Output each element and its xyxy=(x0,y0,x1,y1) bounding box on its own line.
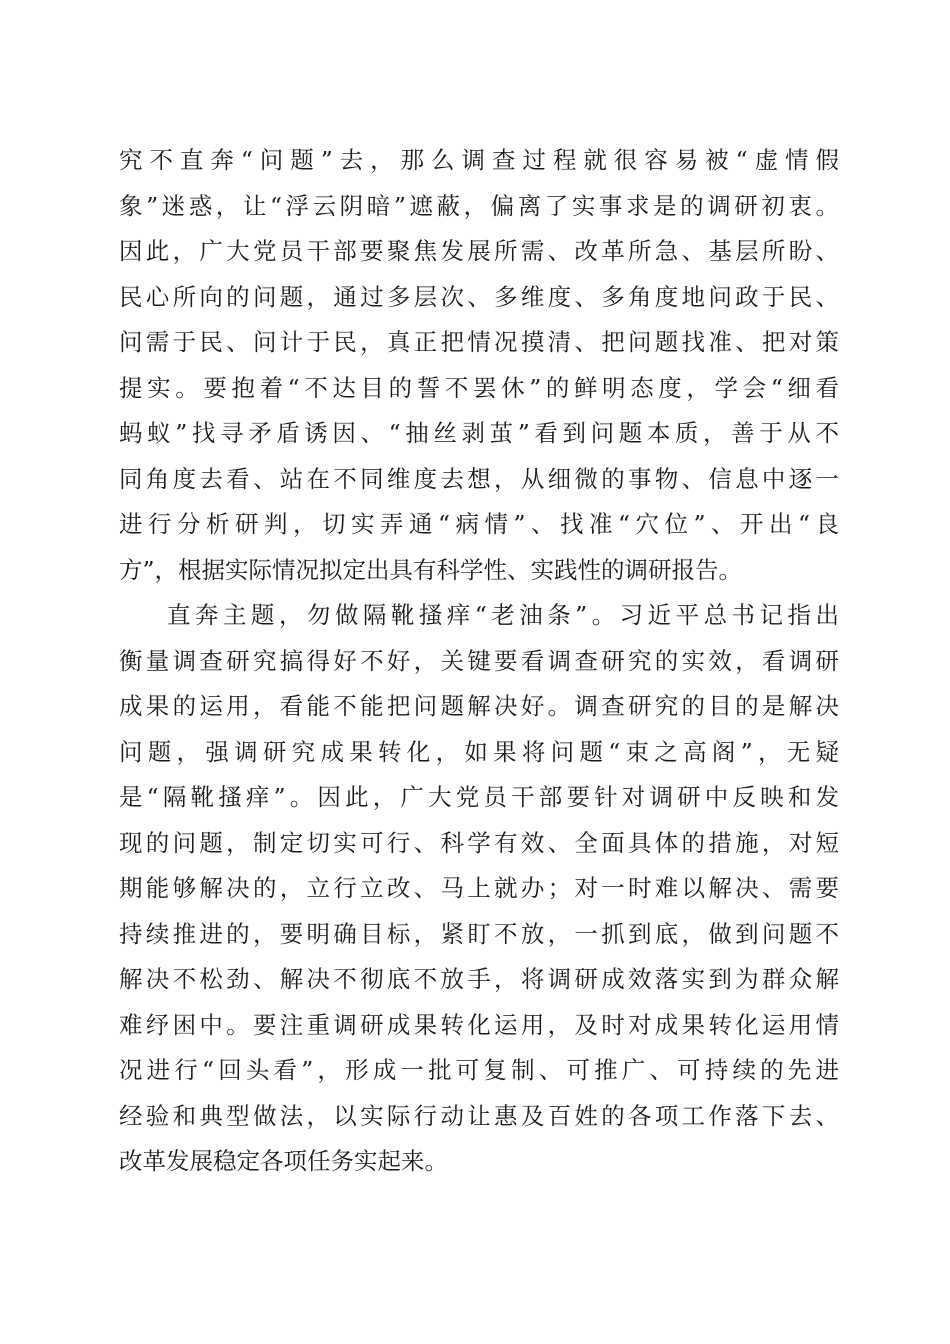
paragraph-1 xyxy=(119,138,839,593)
text-line: 方”，根据实际情况拟定出具有科学性、实践性的调研报告。 xyxy=(119,555,743,584)
text-line: 持续推进的，要明确目标，紧盯不放，一抓到底，做到问题不 xyxy=(119,919,839,948)
text-line: 蚂蚁”找寻矛盾诱因、“抽丝剥茧”看到问题本质，善于从不 xyxy=(119,419,839,447)
text-line: 提实。要抱着“不达目的誓不罢休”的鲜明态度，学会“细看 xyxy=(119,373,839,402)
text-line: 究不直奔“问题”去，那么调查过程就很容易被“虚情假 xyxy=(119,146,839,174)
text-line: 问题，强调研究成果转化，如果将问题“束之高阁”，无疑 xyxy=(119,737,839,766)
body-text xyxy=(119,138,839,1185)
text-line: 因此，广大党员干部要聚焦发展所需、改革所急、基层所盼、 xyxy=(119,237,839,265)
text-line: 解决不松劲、解决不彻底不放手，将调研成效落实到为群众解 xyxy=(119,965,839,993)
text-line: 况进行“回头看”，形成一批可复制、可推广、可持续的先进 xyxy=(119,1056,839,1084)
text-line: 经验和典型做法，以实际行动让惠及百姓的各项工作落下去、 xyxy=(119,1101,839,1130)
text-line: 改革发展稳定各项任务实起来。 xyxy=(119,1147,448,1175)
text-line: 直奔主题，勿做隔靴搔痒“老油条”。习近平总书记指出 xyxy=(167,601,839,629)
text-line: 难纾困中。要注重调研成果转化运用，及时对成果转化运用情 xyxy=(119,1010,839,1039)
text-line: 民心所向的问题，通过多层次、多维度、多角度地问政于民、 xyxy=(119,282,839,311)
text-line: 同角度去看、站在不同维度去想，从细微的事物、信息中逐一 xyxy=(119,464,839,493)
text-line: 期能够解决的，立行立改、马上就办；对一时难以解决、需要 xyxy=(119,874,839,902)
text-line: 成果的运用，看能不能把问题解决好。调查研究的目的是解决 xyxy=(119,692,839,720)
text-line: 衡量调查研究搞得好不好，关键要看调查研究的实效，看调研 xyxy=(119,646,839,675)
text-line: 问需于民、问计于民，真正把情况摸清、把问题找准、把对策 xyxy=(119,328,839,356)
text-line: 是“隔靴搔痒”。因此，广大党员干部要针对调研中反映和发 xyxy=(119,783,839,811)
text-line: 现的问题，制定切实可行、科学有效、全面具体的措施，对短 xyxy=(119,828,839,857)
paragraph-2 xyxy=(119,593,839,1185)
text-line: 进行分析研判，切实弄通“病情”、找准“穴位”、开出“良 xyxy=(119,510,839,538)
text-line: 象”迷惑，让“浮云阴暗”遮蔽，偏离了实事求是的调研初衷。 xyxy=(119,191,839,220)
